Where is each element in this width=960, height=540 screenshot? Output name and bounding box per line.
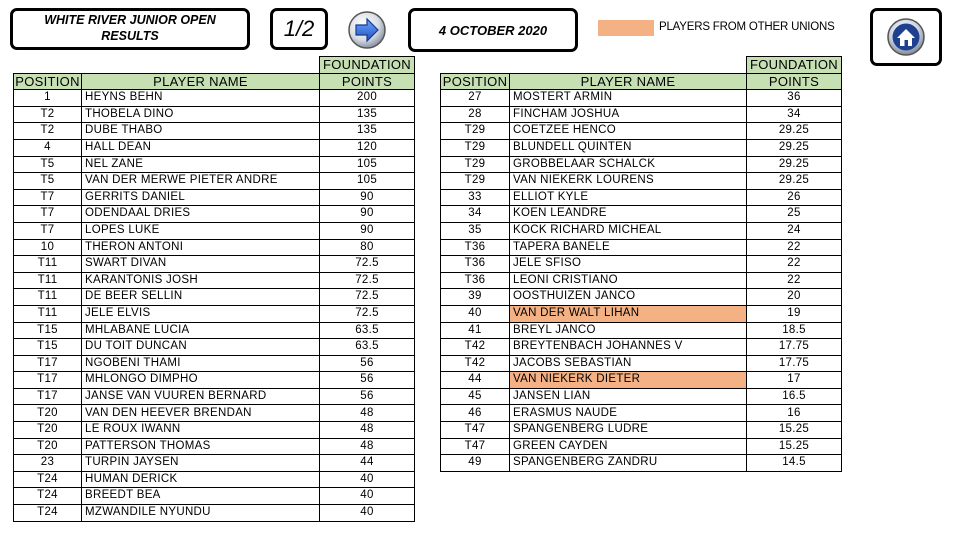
player-name-cell: GROBBELAAR SCHALCK <box>510 156 747 173</box>
table-row <box>441 106 842 123</box>
header-row <box>14 73 415 90</box>
position-cell: 34 <box>441 206 510 223</box>
player-name-cell: KARANTONIS JOSH <box>82 272 320 289</box>
table-row <box>441 173 842 190</box>
position-cell: 44 <box>441 372 510 389</box>
player-name-cell: DUBE THABO <box>82 123 320 140</box>
player-name-cell: THOBELA DINO <box>82 106 320 123</box>
player-name-cell: BREYTENBACH JOHANNES V <box>510 339 747 356</box>
player-name-cell: DU TOIT DUNCAN <box>82 339 320 356</box>
table-row <box>14 139 415 156</box>
legend-swatch <box>598 20 654 36</box>
title-box <box>10 8 250 50</box>
table-row <box>14 355 415 372</box>
table-row <box>441 156 842 173</box>
position-cell: T42 <box>441 355 510 372</box>
table-row <box>441 239 842 256</box>
table-row <box>14 189 415 206</box>
table-row <box>14 322 415 339</box>
points-cell: 17 <box>747 372 842 389</box>
position-cell: 4 <box>14 139 82 156</box>
points-cell: 72.5 <box>320 272 415 289</box>
player-name-cell: GREEN CAYDEN <box>510 438 747 455</box>
points-cell: 135 <box>320 106 415 123</box>
points-cell: 22 <box>747 256 842 273</box>
points-cell: 120 <box>320 139 415 156</box>
position-cell: T29 <box>441 139 510 156</box>
points-cell: 20 <box>747 289 842 306</box>
arrow-right-icon <box>347 10 387 50</box>
points-header-line-1: FOUNDATION <box>747 57 842 74</box>
player-name-cell: NEL ZANE <box>82 156 320 173</box>
table-row <box>14 173 415 190</box>
table-row <box>441 322 842 339</box>
table-row <box>441 123 842 140</box>
table-row <box>441 422 842 439</box>
table-row <box>441 355 842 372</box>
points-cell: 40 <box>320 488 415 505</box>
table-row <box>14 438 415 455</box>
points-cell: 16 <box>747 405 842 422</box>
points-cell: 26 <box>747 189 842 206</box>
position-cell: 40 <box>441 305 510 322</box>
position-cell: 49 <box>441 455 510 472</box>
table-row <box>441 455 842 472</box>
points-header-line-2: POINTS <box>320 73 415 90</box>
player-name-cell: HUMAN DERICK <box>82 471 320 488</box>
player-name-cell: ERASMUS NAUDE <box>510 405 747 422</box>
player-name-cell: LOPES LUKE <box>82 222 320 239</box>
legend-label: PLAYERS FROM OTHER UNIONS <box>659 21 835 33</box>
points-cell: 90 <box>320 206 415 223</box>
position-cell: T15 <box>14 322 82 339</box>
position-cell: 45 <box>441 388 510 405</box>
position-cell: T17 <box>14 388 82 405</box>
points-cell: 90 <box>320 189 415 206</box>
points-cell: 105 <box>320 156 415 173</box>
player-name-cell: SPANGENBERG LUDRE <box>510 422 747 439</box>
position-cell: T7 <box>14 222 82 239</box>
points-cell: 135 <box>320 123 415 140</box>
position-cell: T17 <box>14 355 82 372</box>
position-cell: T24 <box>14 488 82 505</box>
points-cell: 14.5 <box>747 455 842 472</box>
points-cell: 105 <box>320 173 415 190</box>
table-row <box>441 339 842 356</box>
position-cell: 28 <box>441 106 510 123</box>
next-page-button[interactable] <box>347 10 387 50</box>
player-name-cell: MHLONGO DIMPHO <box>82 372 320 389</box>
title-line-1: WHITE RIVER JUNIOR OPEN <box>44 13 216 28</box>
position-cell: 10 <box>14 239 82 256</box>
table-row <box>14 405 415 422</box>
table-row <box>14 488 415 505</box>
table-row <box>441 372 842 389</box>
points-cell: 16.5 <box>747 388 842 405</box>
player-name-cell: LE ROUX IWANN <box>82 422 320 439</box>
player-name-cell: JACOBS SEBASTIAN <box>510 355 747 372</box>
position-cell: T11 <box>14 305 82 322</box>
results-table-right <box>440 56 842 472</box>
points-cell: 22 <box>747 272 842 289</box>
player-name-cell: BREEDT BEA <box>82 488 320 505</box>
player-name-cell: MHLABANE LUCIA <box>82 322 320 339</box>
player-name-cell: JELE SFISO <box>510 256 747 273</box>
table-row <box>14 372 415 389</box>
position-cell: T5 <box>14 156 82 173</box>
player-name-cell: VAN DEN HEEVER BRENDAN <box>82 405 320 422</box>
points-cell: 48 <box>320 438 415 455</box>
table-row <box>441 256 842 273</box>
position-cell: T15 <box>14 339 82 356</box>
points-cell: 22 <box>747 239 842 256</box>
player-name-cell: SWART DIVAN <box>82 256 320 273</box>
points-cell: 200 <box>320 90 415 107</box>
table-row <box>14 90 415 107</box>
player-name-header: PLAYER NAME <box>82 73 320 90</box>
points-cell: 29.25 <box>747 173 842 190</box>
header-row-top <box>14 57 415 74</box>
position-cell: T29 <box>441 156 510 173</box>
position-cell: T20 <box>14 405 82 422</box>
points-cell: 44 <box>320 455 415 472</box>
position-header: POSITION <box>15 73 80 89</box>
player-name-cell: MOSTERT ARMIN <box>510 90 747 107</box>
player-name-cell: JANSEN LIAN <box>510 388 747 405</box>
table-row <box>14 388 415 405</box>
points-cell: 63.5 <box>320 339 415 356</box>
table-row <box>14 455 415 472</box>
points-cell: 25 <box>747 206 842 223</box>
points-cell: 56 <box>320 355 415 372</box>
header-row-top <box>441 57 842 74</box>
position-cell: T47 <box>441 422 510 439</box>
table-row <box>14 123 415 140</box>
points-cell: 56 <box>320 372 415 389</box>
home-button[interactable] <box>870 8 942 66</box>
table-row <box>14 505 415 522</box>
player-name-cell: BREYL JANCO <box>510 322 747 339</box>
table-row <box>441 189 842 206</box>
player-name-cell: HEYNS BEHN <box>82 90 320 107</box>
results-table-left <box>13 56 415 522</box>
position-cell: 1 <box>14 90 82 107</box>
table-row <box>441 206 842 223</box>
points-cell: 29.25 <box>747 156 842 173</box>
points-cell: 15.25 <box>747 422 842 439</box>
player-name-cell: ELLIOT KYLE <box>510 189 747 206</box>
table-row <box>441 222 842 239</box>
points-cell: 15.25 <box>747 438 842 455</box>
table-row <box>441 289 842 306</box>
table-row <box>441 305 842 322</box>
table-row <box>14 471 415 488</box>
player-name-cell: COETZEE HENCO <box>510 123 747 140</box>
player-name-cell: DE BEER SELLIN <box>82 289 320 306</box>
points-cell: 56 <box>320 388 415 405</box>
position-cell: T47 <box>441 438 510 455</box>
position-cell: T2 <box>14 106 82 123</box>
position-cell: T29 <box>441 123 510 140</box>
points-cell: 40 <box>320 471 415 488</box>
table-row <box>14 339 415 356</box>
home-icon <box>886 17 926 57</box>
table-row <box>441 139 842 156</box>
player-name-cell: BLUNDELL QUINTEN <box>510 139 747 156</box>
header-row <box>441 73 842 90</box>
points-cell: 34 <box>747 106 842 123</box>
player-name-cell: FINCHAM JOSHUA <box>510 106 747 123</box>
position-cell: 33 <box>441 189 510 206</box>
position-cell: T36 <box>441 272 510 289</box>
player-name-cell: KOEN LEANDRE <box>510 206 747 223</box>
position-cell: T17 <box>14 372 82 389</box>
player-name-cell: NGOBENI THAMI <box>82 355 320 372</box>
position-cell: T7 <box>14 206 82 223</box>
points-cell: 17.75 <box>747 339 842 356</box>
player-name-cell: OOSTHUIZEN JANCO <box>510 289 747 306</box>
player-name-cell: SPANGENBERG ZANDRU <box>510 455 747 472</box>
table-row <box>14 239 415 256</box>
points-cell: 36 <box>747 90 842 107</box>
table-row <box>14 106 415 123</box>
position-cell: T7 <box>14 189 82 206</box>
player-name-cell: KOCK RICHARD MICHEAL <box>510 222 747 239</box>
player-name-cell: ODENDAAL DRIES <box>82 206 320 223</box>
table-row <box>441 90 842 107</box>
position-cell: T11 <box>14 289 82 306</box>
points-cell: 80 <box>320 239 415 256</box>
points-header-line-2: POINTS <box>747 73 842 90</box>
points-cell: 19 <box>747 305 842 322</box>
position-cell: T36 <box>441 239 510 256</box>
player-name-header: PLAYER NAME <box>510 73 747 90</box>
position-cell: T20 <box>14 422 82 439</box>
position-cell: 46 <box>441 405 510 422</box>
points-header-line-1: FOUNDATION <box>320 57 415 74</box>
position-cell: T29 <box>441 173 510 190</box>
points-cell: 29.25 <box>747 123 842 140</box>
player-name-cell: PATTERSON THOMAS <box>82 438 320 455</box>
player-name-cell: MZWANDILE NYUNDU <box>82 505 320 522</box>
position-cell: T11 <box>14 256 82 273</box>
points-cell: 24 <box>747 222 842 239</box>
player-name-cell: JELE ELVIS <box>82 305 320 322</box>
table-row <box>441 438 842 455</box>
points-cell: 72.5 <box>320 256 415 273</box>
table-row <box>14 289 415 306</box>
page-indicator: 1/2 <box>270 8 328 50</box>
position-cell: T36 <box>441 256 510 273</box>
player-name-cell: VAN DER WALT LIHAN <box>510 305 747 322</box>
points-cell: 72.5 <box>320 289 415 306</box>
points-cell: 48 <box>320 422 415 439</box>
position-cell: 41 <box>441 322 510 339</box>
player-name-cell: GERRITS DANIEL <box>82 189 320 206</box>
position-cell: 27 <box>441 90 510 107</box>
position-cell: T5 <box>14 173 82 190</box>
player-name-cell: TURPIN JAYSEN <box>82 455 320 472</box>
position-cell: T11 <box>14 272 82 289</box>
points-cell: 72.5 <box>320 305 415 322</box>
position-cell: T24 <box>14 505 82 522</box>
position-cell: T2 <box>14 123 82 140</box>
points-cell: 63.5 <box>320 322 415 339</box>
points-cell: 90 <box>320 222 415 239</box>
position-header: POSITION <box>441 73 510 90</box>
table-row <box>14 206 415 223</box>
player-name-cell: JANSE VAN VUUREN BERNARD <box>82 388 320 405</box>
player-name-cell: VAN NIEKERK DIETER <box>510 372 747 389</box>
points-cell: 17.75 <box>747 355 842 372</box>
table-row <box>14 156 415 173</box>
position-cell: T20 <box>14 438 82 455</box>
table-row <box>441 272 842 289</box>
position-cell: T24 <box>14 471 82 488</box>
points-cell: 18.5 <box>747 322 842 339</box>
position-cell: 23 <box>14 455 82 472</box>
points-cell: 48 <box>320 405 415 422</box>
player-name-cell: VAN DER MERWE PIETER ANDRE <box>82 173 320 190</box>
position-cell: T42 <box>441 339 510 356</box>
player-name-cell: VAN NIEKERK LOURENS <box>510 173 747 190</box>
table-row <box>441 405 842 422</box>
table-row <box>441 388 842 405</box>
points-cell: 40 <box>320 505 415 522</box>
player-name-cell: TAPERA BANELE <box>510 239 747 256</box>
points-cell: 29.25 <box>747 139 842 156</box>
table-row <box>14 422 415 439</box>
position-cell: 39 <box>441 289 510 306</box>
table-row <box>14 256 415 273</box>
position-cell: 35 <box>441 222 510 239</box>
player-name-cell: THERON ANTONI <box>82 239 320 256</box>
table-row <box>14 222 415 239</box>
date-box: 4 OCTOBER 2020 <box>408 8 578 52</box>
player-name-cell: LEONI CRISTIANO <box>510 272 747 289</box>
player-name-cell: HALL DEAN <box>82 139 320 156</box>
title-line-2: RESULTS <box>101 29 159 43</box>
table-row <box>14 272 415 289</box>
table-row <box>14 305 415 322</box>
